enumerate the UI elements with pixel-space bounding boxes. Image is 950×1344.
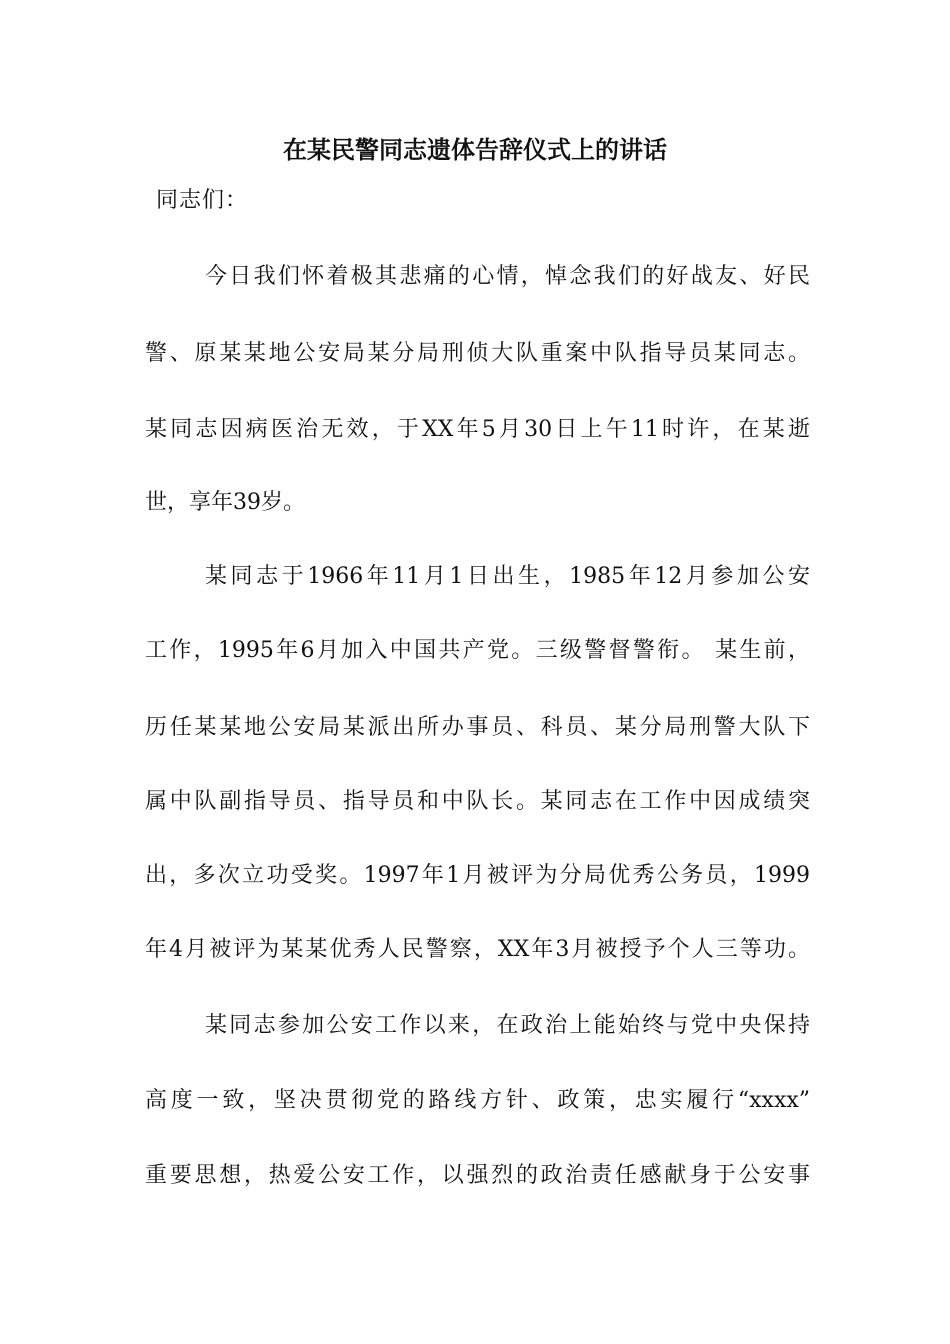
paragraph-3-line-2: 高度一致，坚决贯彻党的路线方针、政策，忠实履行“xxxx” [145, 1088, 810, 1113]
paragraph-2-line-3: 历任某某地公安局某派出所办事员、科员、某分局刑警大队下 [145, 715, 810, 740]
paragraph-2-line-6: 年4月被评为某某优秀人民警察，XX年3月被授予个人三等功。 [145, 937, 810, 962]
paragraph-2-line-5: 出，多次立功受奖。1997年1月被评为分局优秀公务员，1999 [145, 863, 810, 888]
paragraph-1-line-4: 世，享年39岁。 [145, 490, 305, 515]
paragraph-3-line-1: 某同志参加公安工作以来，在政治上能始终与党中央保持 [205, 1013, 810, 1038]
paragraph-1-line-2: 警、原某某地公安局某分局刑侦大队重案中队指导员某同志。 [145, 341, 810, 366]
paragraph-1-line-1: 今日我们怀着极其悲痛的心情，悼念我们的好战友、好民 [205, 264, 810, 289]
paragraph-2-line-4: 属中队副指导员、指导员和中队长。某同志在工作中因成绩突 [145, 789, 810, 814]
document-title: 在某民警同志遗体告辞仪式上的讲话 [283, 135, 667, 164]
paragraph-2-line-2: 工作，1995年6月加入中国共产党。三级警督警衔。 某生前， [145, 638, 810, 663]
paragraph-2-line-1: 某同志于1966年11月1日出生，1985年12月参加公安 [205, 564, 810, 589]
paragraph-1-line-3: 某同志因病医治无效，于XX年5月30日上午11时许，在某逝 [145, 417, 810, 442]
paragraph-3-line-3: 重要思想，热爱公安工作，以强烈的政治责任感献身于公安事 [145, 1163, 810, 1188]
salutation: 同志们： [156, 188, 249, 213]
